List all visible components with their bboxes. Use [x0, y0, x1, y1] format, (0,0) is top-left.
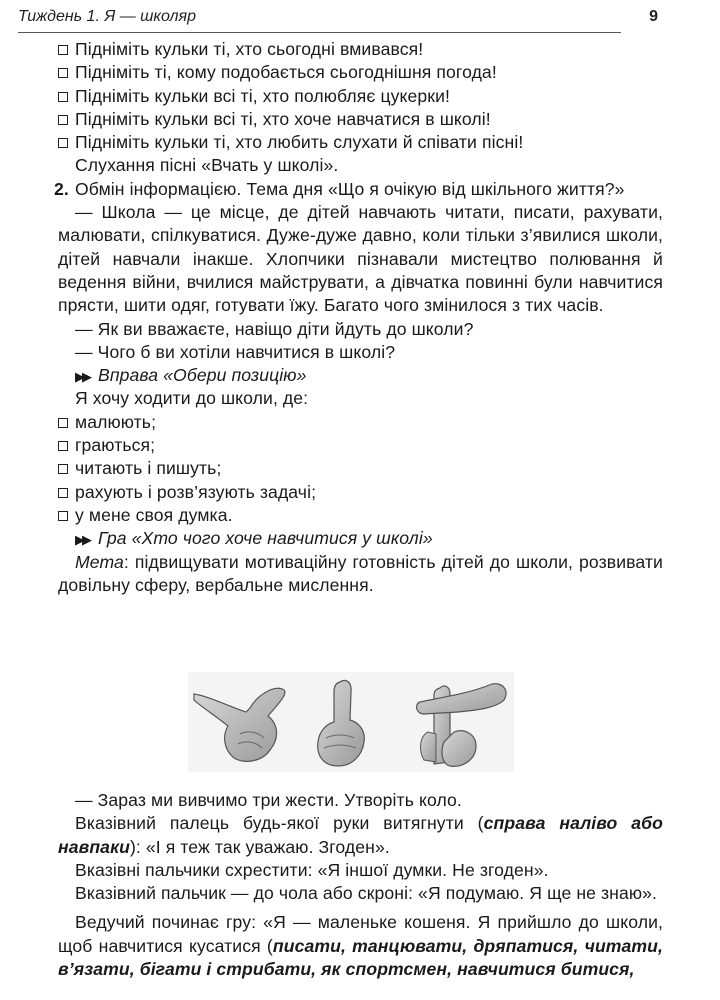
exercise-title: ▶▶ Вправа «Обери позицію»: [58, 364, 663, 387]
question-line: — Чого б ви хотіли навчитися в школі?: [75, 341, 396, 362]
square-bullet-icon: [58, 488, 68, 498]
square-bullet-icon: [58, 441, 68, 451]
square-bullet-icon: [58, 68, 68, 78]
list-item: Підніміть кульки ті, хто любить слухати й співати пісні!: [58, 131, 663, 154]
running-title: Тиждень 1. Я — школяр: [18, 8, 196, 25]
square-bullet-icon: [58, 115, 68, 125]
page-content: [54, 38, 663, 597]
gestures-section: [58, 789, 663, 981]
gesture-disagree: Вказівні пальчики схрестити: «Я іншої думки. Не згоден».: [75, 859, 549, 880]
square-bullet-icon: [58, 418, 68, 428]
list-item: Підніміть кульки всі ті, хто хоче навчатися в школі!: [58, 108, 663, 131]
exercise-lead: Я хочу ходити до школи, де:: [75, 388, 309, 409]
game-goal: Мета: підвищувати мотиваційну готовність дітей до школи, розвивати довільну сферу, вербальне мислення.: [58, 551, 663, 595]
song-line: Слухання пісні «Вчать у школі».: [75, 155, 339, 176]
square-bullet-icon: [58, 138, 68, 148]
square-bullet-icon: [58, 511, 68, 521]
game-title: ▶▶ Гра «Хто чого хоче навчитися у школі»: [58, 527, 663, 550]
list-item: рахують і розв’язують задачі;: [58, 481, 663, 504]
game-lead: Ведучий починає гру: «Я — маленьке кошеня. Я прийшло до школи, щоб навчитися кусатися (писати, танцювати, дряпатися, читати, в’язати, бігати і стрибати, як спортсмен, навчитися битися,: [58, 912, 663, 980]
double-arrow-icon: ▶▶: [75, 532, 89, 548]
list-item: малюють;: [58, 411, 663, 434]
header-rule: [18, 32, 621, 33]
gesture-agree: Вказівний палець будь-якої руки витягнути (справа наліво або навпаки): «І я теж так уважаю. Згоден».: [58, 813, 664, 857]
section-heading: 2. Обмін інформацією. Тема дня «Що я очікую від шкільного життя?»: [58, 178, 663, 201]
list-item: граються;: [58, 434, 663, 457]
hand-gestures-photo: [188, 672, 514, 772]
square-bullet-icon: [58, 92, 68, 102]
section-number: 2.: [54, 178, 69, 199]
double-arrow-icon: ▶▶: [75, 369, 89, 385]
list-item: Підніміть кульки ті, хто сьогодні вмивався!: [58, 38, 663, 61]
list-item: у мене своя думка.: [58, 504, 663, 527]
list-item: читають і пишуть;: [58, 457, 663, 480]
list-item: Підніміть ті, кому подобається сьогоднішня погода!: [58, 61, 663, 84]
square-bullet-icon: [58, 45, 68, 55]
page-number: 9: [649, 8, 658, 25]
page-header: [18, 4, 700, 32]
list-item: Підніміть кульки всі ті, хто полюбляє цукерки!: [58, 85, 663, 108]
question-line: — Як ви вважаєте, навіщо діти йдуть до школи?: [75, 318, 474, 339]
hand-gestures-icon: [188, 672, 514, 772]
intro-line: — Зараз ми вивчимо три жести. Утворіть коло.: [75, 790, 462, 810]
school-paragraph: — Школа — це місце, де дітей навчають читати, писати, рахувати, малювати, спілкуватися. Дуже-дуже давно, коли тільки з’явилися школи, дітей навчали інакше. Хлопчики пізнавали мистецтво полювання й ведення війни, вчилися майструвати, а дівчатка повинні були навчитися прясти, шити одяг, готувати їжу. Багато чого змінилося з тих часів.: [58, 202, 663, 316]
square-bullet-icon: [58, 464, 68, 474]
gesture-think: Вказівний пальчик — до чола або скроні: «Я подумаю. Я ще не знаю».: [75, 883, 658, 904]
